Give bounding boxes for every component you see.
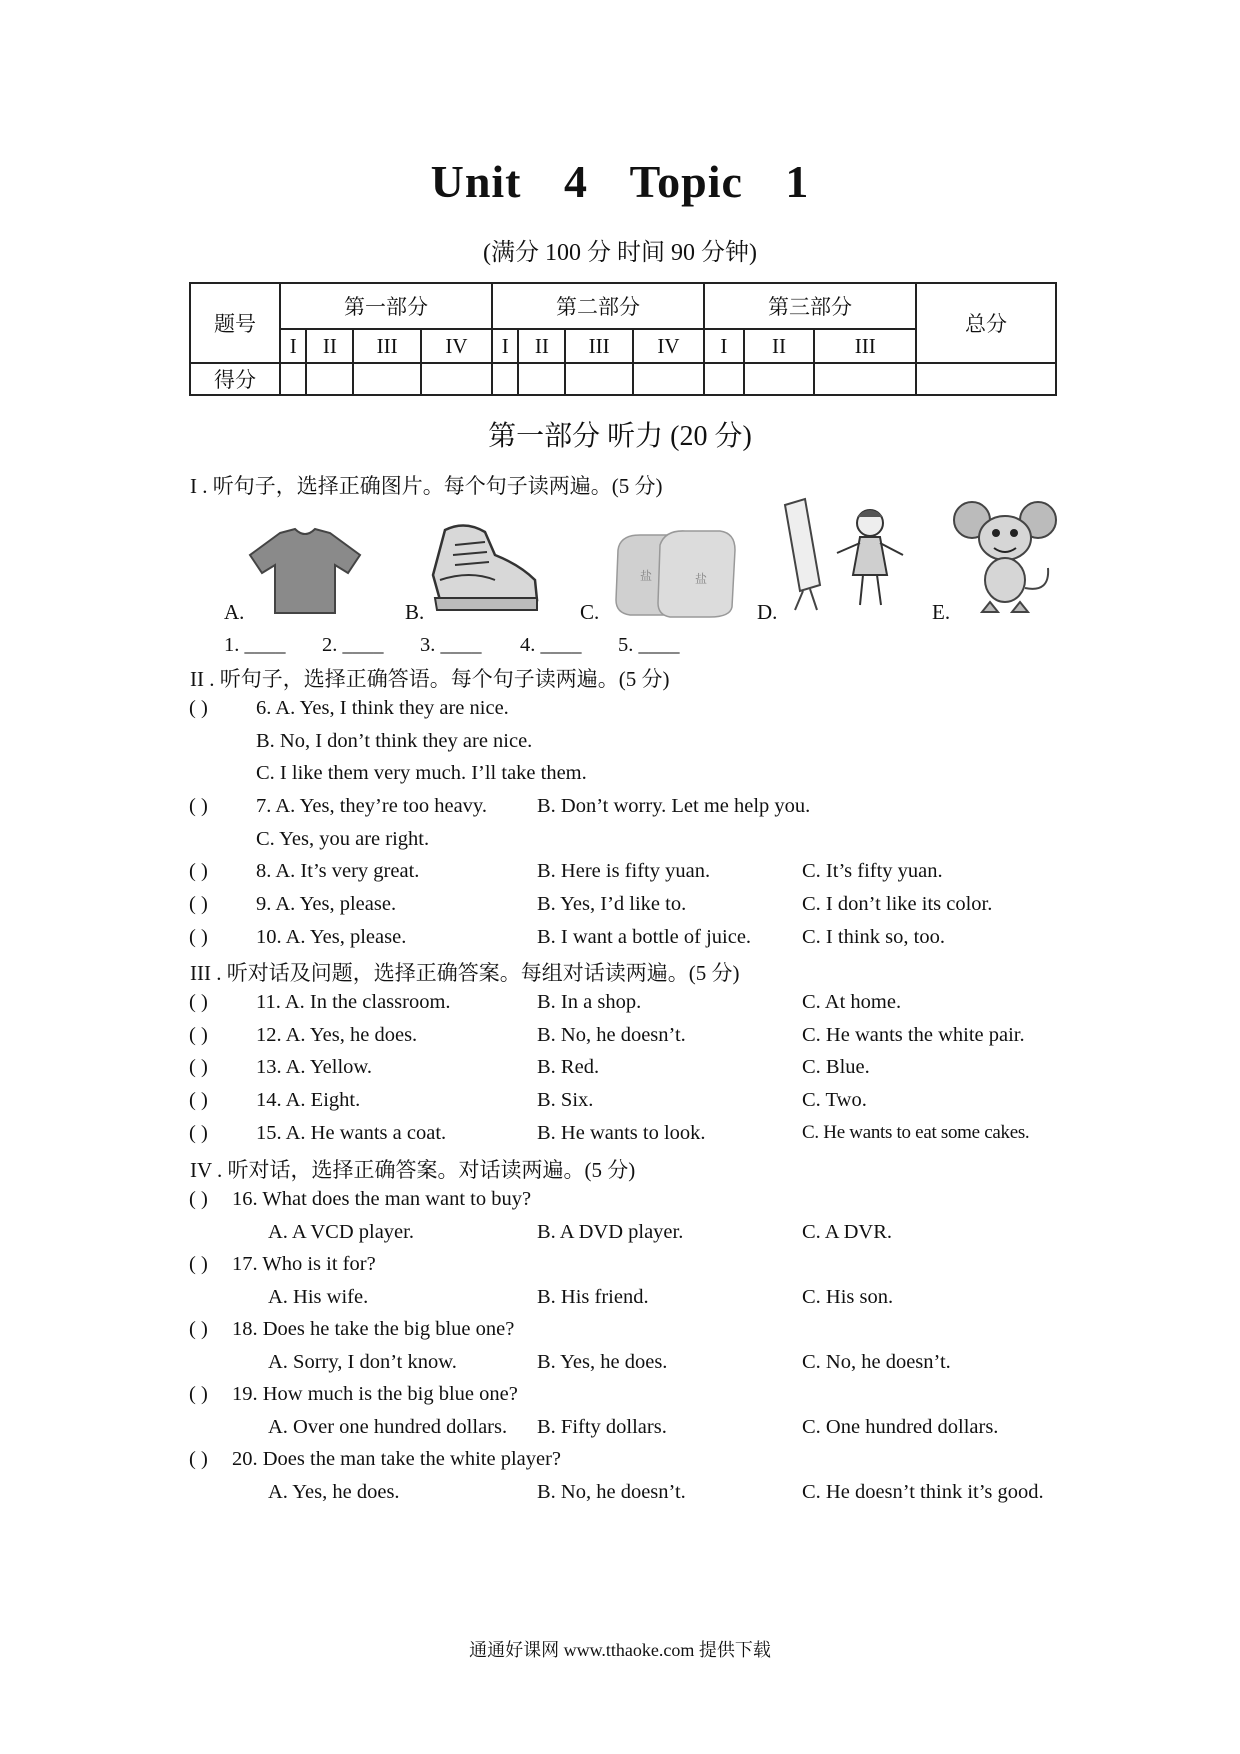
picture-label-b: B. bbox=[405, 600, 425, 624]
answer-paren[interactable]: ( ) bbox=[189, 1253, 208, 1275]
svg-text:盐: 盐 bbox=[695, 572, 708, 586]
girl-mirror-icon bbox=[775, 495, 910, 615]
part1-header: 第一部分 bbox=[280, 283, 492, 329]
answer-paren[interactable]: ( ) bbox=[189, 1188, 208, 1210]
sacks-icon bbox=[610, 525, 740, 620]
q8-option-a: 8. A. It’s very great. bbox=[256, 860, 420, 882]
q18-option-c: C. No, he doesn’t. bbox=[802, 1351, 951, 1373]
answer-paren[interactable]: ( ) bbox=[189, 697, 208, 719]
tshirt-icon bbox=[240, 525, 370, 615]
q8-option-b: B. Here is fifty yuan. bbox=[537, 860, 711, 882]
score-input[interactable] bbox=[353, 363, 421, 395]
q18-stem: 18. Does he take the big blue one? bbox=[232, 1318, 515, 1340]
q13-option-c: C. Blue. bbox=[802, 1056, 870, 1078]
col-p2-2: II bbox=[518, 329, 565, 363]
score-input[interactable] bbox=[280, 363, 306, 395]
q10-option-b: B. I want a bottle of juice. bbox=[537, 926, 752, 948]
score-input[interactable] bbox=[704, 363, 744, 395]
q18-option-b: B. Yes, he does. bbox=[537, 1351, 668, 1373]
footer-source: 通通好课网 www.tthaoke.com 提供下载 bbox=[469, 1640, 771, 1660]
q7-option-c: C. Yes, you are right. bbox=[256, 828, 430, 850]
sneaker-icon bbox=[425, 520, 545, 615]
section-3-title: III . 听对话及问题，选择正确答案。每组对话读两遍。(5 分) bbox=[190, 961, 740, 985]
q19-option-b: B. Fifty dollars. bbox=[537, 1416, 667, 1438]
q8-option-c: C. It’s fifty yuan. bbox=[802, 860, 943, 882]
svg-text:盐: 盐 bbox=[640, 569, 653, 583]
q6-option-a: 6. A. Yes, I think they are nice. bbox=[256, 697, 509, 719]
q11-option-c: C. At home. bbox=[802, 991, 902, 1013]
score-input[interactable] bbox=[306, 363, 353, 395]
answer-paren[interactable]: ( ) bbox=[189, 1383, 208, 1405]
score-input[interactable] bbox=[518, 363, 565, 395]
col-p1-4: IV bbox=[421, 329, 492, 363]
q13-option-b: B. Red. bbox=[537, 1056, 600, 1078]
q16-option-c: C. A DVR. bbox=[802, 1221, 892, 1243]
q17-option-c: C. His son. bbox=[802, 1286, 894, 1308]
q13-option-a: 13. A. Yellow. bbox=[256, 1056, 373, 1078]
total-header: 总分 bbox=[916, 283, 1056, 363]
answer-paren[interactable]: ( ) bbox=[189, 1122, 208, 1144]
tihao-cell: 题号 bbox=[190, 283, 280, 363]
blank-5[interactable]: 5. ____ bbox=[618, 634, 680, 656]
score-input[interactable] bbox=[492, 363, 518, 395]
answer-paren[interactable]: ( ) bbox=[189, 1056, 208, 1078]
q11-option-b: B. In a shop. bbox=[537, 991, 642, 1013]
q12-option-b: B. No, he doesn’t. bbox=[537, 1024, 686, 1046]
total-score-input[interactable] bbox=[916, 363, 1056, 395]
col-p3-2: II bbox=[744, 329, 815, 363]
q17-option-a: A. His wife. bbox=[268, 1286, 369, 1308]
q19-option-c: C. One hundred dollars. bbox=[802, 1416, 999, 1438]
q16-option-b: B. A DVD player. bbox=[537, 1221, 684, 1243]
q10-option-c: C. I think so, too. bbox=[802, 926, 945, 948]
q20-option-b: B. No, he doesn’t. bbox=[537, 1481, 686, 1503]
blank-1[interactable]: 1. ____ bbox=[224, 634, 286, 656]
score-table bbox=[189, 282, 1057, 396]
q7-option-b: B. Don’t worry. Let me help you. bbox=[537, 795, 811, 817]
q12-option-c: C. He wants the white pair. bbox=[802, 1024, 1025, 1046]
q12-option-a: 12. A. Yes, he does. bbox=[256, 1024, 418, 1046]
section-4-title: IV . 听对话，选择正确答案。对话读两遍。(5 分) bbox=[190, 1158, 636, 1182]
score-input[interactable] bbox=[633, 363, 704, 395]
answer-paren[interactable]: ( ) bbox=[189, 860, 208, 882]
col-p1-1: I bbox=[280, 329, 306, 363]
part-heading: 第一部分 听力 (20 分) bbox=[488, 421, 752, 452]
col-p2-4: IV bbox=[633, 329, 704, 363]
answer-paren[interactable]: ( ) bbox=[189, 1089, 208, 1111]
answer-paren[interactable]: ( ) bbox=[189, 1318, 208, 1340]
q14-option-b: B. Six. bbox=[537, 1089, 594, 1111]
mouse-toy-icon bbox=[950, 498, 1060, 618]
answer-paren[interactable]: ( ) bbox=[189, 991, 208, 1013]
q6-option-b: B. No, I don’t think they are nice. bbox=[256, 730, 533, 752]
q14-option-a: 14. A. Eight. bbox=[256, 1089, 361, 1111]
blank-3[interactable]: 3. ____ bbox=[420, 634, 482, 656]
answer-paren[interactable]: ( ) bbox=[189, 1024, 208, 1046]
q16-option-a: A. A VCD player. bbox=[268, 1221, 414, 1243]
blank-2[interactable]: 2. ____ bbox=[322, 634, 384, 656]
q14-option-c: C. Two. bbox=[802, 1089, 867, 1111]
col-p2-1: I bbox=[492, 329, 518, 363]
q19-option-a: A. Over one hundred dollars. bbox=[268, 1416, 508, 1438]
col-p1-3: III bbox=[353, 329, 421, 363]
page-title: Unit 4 Topic 1 bbox=[430, 156, 810, 207]
blank-4[interactable]: 4. ____ bbox=[520, 634, 582, 656]
q10-option-a: 10. A. Yes, please. bbox=[256, 926, 407, 948]
q15-option-b: B. He wants to look. bbox=[537, 1122, 706, 1144]
q20-stem: 20. Does the man take the white player? bbox=[232, 1448, 562, 1470]
q19-stem: 19. How much is the big blue one? bbox=[232, 1383, 518, 1405]
col-p3-1: I bbox=[704, 329, 744, 363]
q9-option-b: B. Yes, I’d like to. bbox=[537, 893, 687, 915]
score-input[interactable] bbox=[744, 363, 815, 395]
col-p1-2: II bbox=[306, 329, 353, 363]
page-subtitle: (满分 100 分 时间 90 分钟) bbox=[483, 240, 757, 266]
q15-option-a: 15. A. He wants a coat. bbox=[256, 1122, 447, 1144]
answer-paren[interactable]: ( ) bbox=[189, 926, 208, 948]
q17-stem: 17. Who is it for? bbox=[232, 1253, 376, 1275]
score-input[interactable] bbox=[421, 363, 492, 395]
q11-option-a: 11. A. In the classroom. bbox=[256, 991, 451, 1013]
score-input[interactable] bbox=[814, 363, 916, 395]
picture-label-e: E. bbox=[932, 600, 951, 624]
q9-option-c: C. I don’t like its color. bbox=[802, 893, 993, 915]
answer-paren[interactable]: ( ) bbox=[189, 1448, 208, 1470]
q7-option-a: 7. A. Yes, they’re too heavy. bbox=[256, 795, 487, 817]
score-input[interactable] bbox=[565, 363, 633, 395]
part2-header: 第二部分 bbox=[492, 283, 704, 329]
answer-paren[interactable]: ( ) bbox=[189, 795, 208, 817]
answer-paren[interactable]: ( ) bbox=[189, 893, 208, 915]
defen-cell: 得分 bbox=[190, 363, 280, 395]
q9-option-a: 9. A. Yes, please. bbox=[256, 893, 397, 915]
q16-stem: 16. What does the man want to buy? bbox=[232, 1188, 532, 1210]
picture-label-a: A. bbox=[224, 600, 245, 624]
part3-header: 第三部分 bbox=[704, 283, 916, 329]
col-p2-3: III bbox=[565, 329, 633, 363]
q20-option-c: C. He doesn’t think it’s good. bbox=[802, 1481, 1044, 1503]
q15-option-c: C. He wants to eat some cakes. bbox=[802, 1122, 1030, 1143]
q17-option-b: B. His friend. bbox=[537, 1286, 649, 1308]
section-1-title: I . 听句子，选择正确图片。每个句子读两遍。(5 分) bbox=[190, 474, 663, 498]
picture-label-c: C. bbox=[580, 600, 600, 624]
picture-label-d: D. bbox=[757, 600, 778, 624]
q6-option-c: C. I like them very much. I’ll take them. bbox=[256, 762, 587, 784]
section-2-title: II . 听句子，选择正确答语。每个句子读两遍。(5 分) bbox=[190, 667, 670, 691]
q20-option-a: A. Yes, he does. bbox=[268, 1481, 400, 1503]
col-p3-3: III bbox=[814, 329, 916, 363]
q18-option-a: A. Sorry, I don’t know. bbox=[268, 1351, 457, 1373]
